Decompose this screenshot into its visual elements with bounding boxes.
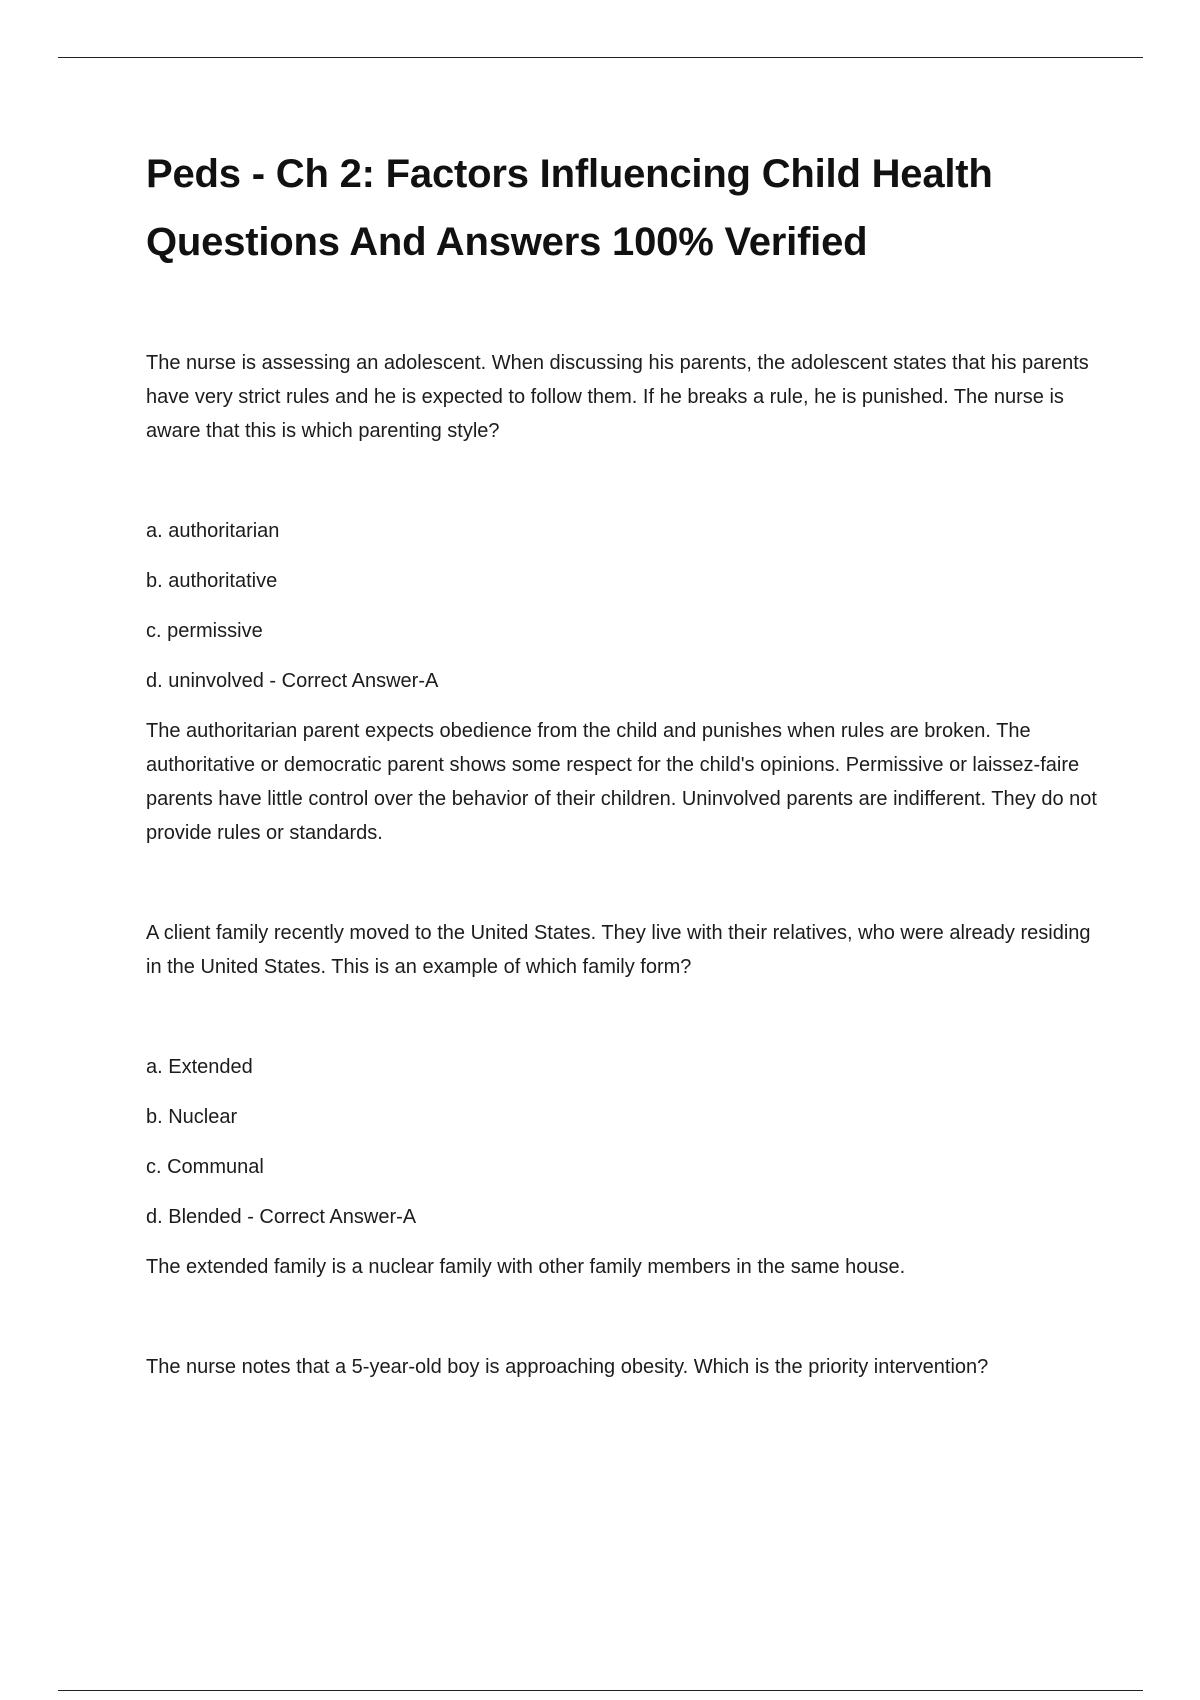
question-1-option-c: c. permissive xyxy=(146,620,263,642)
question-2-prompt: A client family recently moved to the United States. They live with their relatives, who were already residing in the United States. This is an example of which family form? xyxy=(146,922,1091,978)
question-1-option-b: b. authoritative xyxy=(146,570,278,592)
question-3-prompt: The nurse notes that a 5-year-old boy is approaching obesity. Which is the priority intervention? xyxy=(146,1356,989,1378)
question-2-option-a: a. Extended xyxy=(146,1056,253,1078)
question-1-prompt: The nurse is assessing an adolescent. When discussing his parents, the adolescent states that his parents have very strict rules and he is expected to follow them. If he breaks a rule, he is punished. The nurse is aware that this is which parenting style? xyxy=(146,352,1089,442)
bottom-rule xyxy=(58,1690,1143,1691)
question-1-explanation: The authoritarian parent expects obedience from the child and punishes when rules are broken. The authoritative or democratic parent shows some respect for the child's opinions. Permissive or laissez-faire parents have little control over the behavior of their children. Uninvolved parents are indifferent. They do not provide rules or standards. xyxy=(146,720,1097,844)
question-2-option-c: c. Communal xyxy=(146,1156,264,1178)
question-1-option-a: a. authoritarian xyxy=(146,520,280,542)
question-1-option-d: d. uninvolved - Correct Answer-A xyxy=(146,670,439,692)
question-2-option-d: d. Blended - Correct Answer-A xyxy=(146,1206,417,1228)
question-2-option-b: b. Nuclear xyxy=(146,1106,238,1128)
question-1-options xyxy=(146,514,1106,698)
question-2-options xyxy=(146,1050,1106,1234)
document-title: Peds - Ch 2: Factors Influencing Child Health Questions And Answers 100% Verified xyxy=(146,152,993,264)
question-2-explanation: The extended family is a nuclear family with other family members in the same house. xyxy=(146,1256,906,1278)
top-rule xyxy=(58,57,1143,58)
document-body xyxy=(146,140,1106,1384)
